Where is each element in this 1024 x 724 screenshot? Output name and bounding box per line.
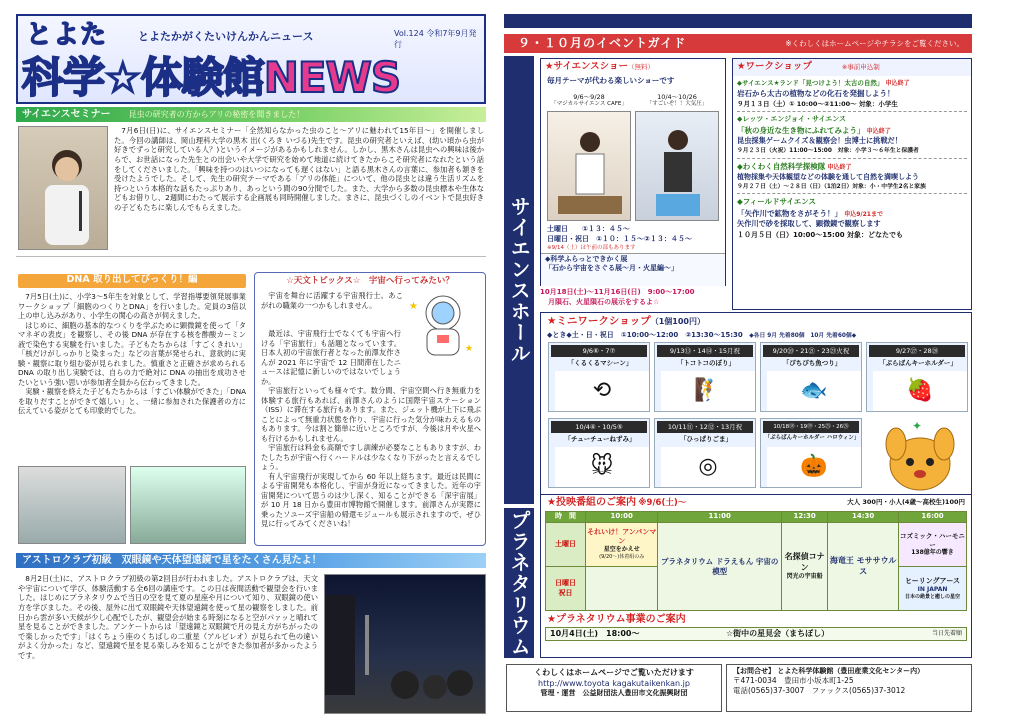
footer-url[interactable]: http://www.toyota kagakutaikenkan.jp <box>538 678 690 688</box>
workshop-3-label: ◆わくわく自然科学探検隊 <box>737 161 826 171</box>
keychain-icon: 🍓 <box>873 371 967 411</box>
seminar-band <box>16 107 486 122</box>
planetarium-head: ★投映番組のご案内 <box>547 497 636 508</box>
astro-band: アストロクラブ初級 双眼鏡や天体望遠鏡で星をたくさん見たよ！ <box>16 553 486 568</box>
presenter-icon <box>548 112 631 221</box>
workshop-4-tag: 申込9/21まで <box>844 210 883 218</box>
mascot-icon <box>872 416 968 500</box>
topics-text-b <box>261 329 481 544</box>
show-2-photo <box>635 111 719 221</box>
mini-card-4 <box>866 342 968 412</box>
mini-card-date: 10/11⑪・12⑫・13月祝 <box>657 421 753 433</box>
show-1-title: 「マジカルサイエンス CAFE」 <box>551 101 627 107</box>
mini-card-date: 9/20⑳・21㉑・23㉓火祝 <box>763 345 859 357</box>
anpanman-title: それいけ！アンパンマン <box>587 528 657 546</box>
masthead-title <box>22 50 400 104</box>
guide-title: ９・１０月のイベントガイド <box>518 36 687 50</box>
healing-title: ヒーリングアース <box>904 576 960 585</box>
cosmic-sub: 138億年の響き <box>911 549 954 557</box>
program-mosasaurus: 海竜王 モササウルス <box>828 523 899 611</box>
workshop-1-time: ９月１３日（土）① 10:00～②11:00～ 対象：小学生 <box>737 100 967 113</box>
mini-ws-schedule-note: ◆各日 9月 先着80個 10月 先着60個◆ <box>749 332 857 339</box>
col-1600: 16:00 <box>898 512 966 523</box>
healing-note: 日本の絶景と癒しの星空 <box>904 593 960 600</box>
workshop-2-time: ９月２３日（火祝）11:00～15:00 対象：小学３～６年生と保護者 <box>737 147 967 159</box>
mini-card-date: 9/6⑥・7⑦ <box>551 345 647 357</box>
science-show-head: ★サイエンスショー <box>545 61 628 72</box>
footer-contact <box>726 664 972 712</box>
planetarium-box <box>540 494 972 658</box>
dna-photo-2 <box>130 466 246 544</box>
workshop-3-body: 植物採集や天体観望などの体験を通して自然を満喫しよう <box>737 173 919 182</box>
planetarium-price: 大人 300円・小人(4歳～高校生)100円 <box>847 498 965 506</box>
workshop-4-time: １０月５日（日）10:00～15:00 対象：どなたでも <box>737 231 903 239</box>
mini-card-date: 9/27㉗・28㉘ <box>869 345 965 357</box>
seminar-title: サイエンスセミナー <box>22 109 111 120</box>
topics-paragraph-2: 最近は、宇宙飛行士でなくても宇宙へ行ける「宇宙旅行」も話題となっています。日本人初の宇宙旅行者となった前澤友作さんが 2021 年に宇宙で 12 日間滞在したニュースは記憶に新しいのではないでしょうか。 <box>261 329 401 386</box>
mouse-icon: 🐭 <box>555 447 649 487</box>
furatto-body: 月隕石、火星隕石の展示をするよ☆ <box>548 298 660 306</box>
program-anpanman <box>586 523 658 567</box>
topics-paragraph-4: 宇宙旅行は料金も高額ですし訓練が必要なこともありますが、わたしたちが宇宙へ行くハードルは少なくなり下がったと言えるでしょう。 <box>261 443 481 471</box>
dna-text <box>18 292 246 462</box>
footer-website <box>506 664 722 712</box>
mini-card-1 <box>548 342 650 412</box>
furatto-dates: 10月18日(土)～11月16日(日) 9:00～17:00 <box>540 288 695 296</box>
mini-card-5 <box>548 418 650 488</box>
row-saturday: 土曜日 <box>546 523 586 567</box>
svg-text:✦: ✦ <box>912 419 923 433</box>
show-1-date: 9/6～9/28 <box>573 93 605 101</box>
mini-card-name: 「チューチューねずみ」 <box>564 435 636 443</box>
guide-title-bar <box>504 34 972 53</box>
program-conan <box>781 523 827 611</box>
fish-icon: 🐟 <box>767 371 861 411</box>
dna-paragraph-2: はじめに、細胞の基本的なつくりを学ぶために顕微鏡を使って「タマネギの表皮」を観察し、その後 DNA が存在する核を酢酸カーミン液で染色する実験を行いました。子どもたちからは「すごくきれい」「核だけがしっかりと染まった」などの言葉が発せられ、意欲的に実験・観察に取り組む姿が見られました。慎重さと正確さが求められる DNA の取り出し実験では、自らの力で絶対に DNA の抽出を成功させたいという強い思いが参加者全員から伝わってきました。 <box>18 320 246 387</box>
title-part-kagaku: 科学 <box>22 53 105 102</box>
divider <box>16 256 486 257</box>
topics-head: ☆天文トピックス☆ 宇宙へ行ってみたい？ <box>286 276 454 286</box>
topics-paragraph-5: 有人宇宙飛行が実現してから 60 年以上経ちます。最近は民間による宇宙開発も本格化し、宇宙が身近になってきました。近年の宇宙開発について思うのは少し深く、知ることができる「深宇宙展」が 10 月 18 日から豊田市博物館で開催します。前澤さんが実際に乗ったソユーズ宇宙船の帰還モジュールも展示されますので、ぜひ見に行ってみてくださいね！ <box>261 471 481 528</box>
masthead-subtitle: とよたかがくたいけんかんニュース <box>138 30 314 43</box>
footer-management: 管理・運営 公益財団法人豊田市文化振興財団 <box>540 689 688 698</box>
astro-paragraph: 8月2日(土)に、アストロクラブ初級の第2回目が行われました。アストロクラブは、天文や宇宙について学び、体験活動する全6回の講座です。この日は夜間活動で観望会を行いました。はじめにプラネタリウムで当日の空を見て夏の星座や月について知り、双眼鏡の使い方を学びました。その後、屋外に出て双眼鏡や天体望遠鏡を使って星の観察をしました。前日から雲が多い天候が少し心配でしたが、観望会が始まる時刻になると空がパァッと晴れて星を見ることができました。アンケートからは「望遠鏡と双眼鏡で月の見え方がちがったので楽しかったです」「はくちょう座のくちばしの二重星（アルビレオ）が見られて色の違いがよく分かった」など、望遠鏡で星を見る楽しみを知ることができた参加者が多かったようです。 <box>18 574 318 660</box>
mini-card-name: 「ひっぱりごま」 <box>680 435 732 443</box>
program-doraemon: プラネタリウム ドラえもん 宇宙の模型 <box>658 523 782 611</box>
planetarium-tab: プラネタリウム <box>504 508 534 658</box>
speaker-photo-icon <box>19 127 108 250</box>
mini-card-name: 「ぴちぴち魚つり」 <box>782 359 842 367</box>
masthead <box>16 14 486 104</box>
presenter-icon <box>636 112 719 221</box>
science-hall-tab: サイエンスホール <box>504 56 534 504</box>
show-sun-time: 日曜日・祝日 ①１０：１５～②１３：４５～ <box>547 235 692 243</box>
night-sky-photo-icon <box>325 575 486 714</box>
mini-card-3 <box>760 342 862 412</box>
show-1-photo <box>547 111 631 221</box>
program-cosmic-harmony <box>898 523 966 567</box>
mini-ws-price: （1個100円） <box>650 317 705 326</box>
star-icon: ☆ <box>104 53 141 102</box>
workshop-2-body: 昆虫採集ゲームクイズ＆観察会！虫博士に挑戦だ！ <box>737 136 902 146</box>
dna-paragraph-3: 実験・観察を終えた子どもたちからは「すごい体験ができた」「DNA を取りだすことができて嬉しい」と、一緒に参加された保護者の方に伝えている姿がとても印象的でした。 <box>18 387 246 415</box>
event-name: ☆街中の星見会（まちぼし） <box>726 628 830 638</box>
show-sat-time: 土曜日 ①１３：４５～ <box>547 225 630 233</box>
top-strip <box>504 14 972 28</box>
show-note: ※9/14（土）は午前の部もあります <box>547 245 636 251</box>
spinning-machine-icon: ⟲ <box>555 371 649 411</box>
footer-tel: 電話(0565)37-3007 ファックス(0565)37-3012 <box>733 686 906 696</box>
workshop-4-title: 「矢作川で鉱物をさがそう！」 <box>737 208 842 218</box>
workshop-4-label: ◆フィールドサイエンス <box>737 197 816 207</box>
dna-paragraph-1: 7月5日(土)に、小学3～5年生を対象として、学習指導要領発展事業ワークショップ「細胞のつくりとDNA」を行いました。定員の3倍以上の申し込みがあり、小学生の関心の高さが伺えました。 <box>18 292 246 320</box>
workshop-reserve: ※事前申込制 <box>841 63 880 71</box>
seminar-subtitle: 昆虫の研究者の方からアリの秘密を聞きました！ <box>128 110 305 119</box>
workshop-1-label: ◆サイエンス★ランド「見つけよう！太古の自然」 <box>737 78 884 87</box>
svg-text:★: ★ <box>409 301 418 312</box>
footer-contact-head: 【お問合せ】 とよた科学体験館（豊田産業文化センター内） <box>733 667 925 675</box>
climber-icon: 🧗 <box>661 371 755 411</box>
workshop-2-tag: 申込終了 <box>866 127 891 135</box>
seminar-paragraph: 7月6日(日)に、サイエンスセミナー「全然知らなかった虫のこと～アリに魅われて15年目～」を開催しました。今回の講師は、岡山理科大学の黒木 出(くろき いづる)先生です。昆虫の研究者といえば、(幼い頃から虫が好きでずっと研究している人？)というイメージがあるかもしれません。しかし、黒木さんは昆虫への興味は後からで、お世話になった先生との出会いや大学で研究を始めて地道に続けてきたからこそ研究者になれたという話をしてくださいました。「興味を持つのはいつになっても遅くはない」と語る黒木さんの言葉に、参加者も頷きを受けたようでした。そして、先生の研究テーマである「アリの体能」について、他の昆虫とは違う生活リズムを持つという本格的な話もたっぷりあり、あっという間の90分間でした。また、大学から多数の昆虫標本や生体などもお借りし、2週間にわたって展示する企画展も同時開催しました。まさに、昆虫づくしのイベントで昆虫好きの子どもたちに楽しんでもらえました。 <box>114 126 484 212</box>
workshop-2-label: ◆レッツ・エンジョイ・サイエンス <box>737 115 847 124</box>
title-part-taikenkan: 体験館 <box>140 53 264 102</box>
row-sunday-holiday: 日曜日 祝日 <box>546 567 586 611</box>
event-date: 10月4日(土) <box>550 628 599 638</box>
mini-card-date: 10/18⑱・19⑲・25㉕・26㉖ <box>763 421 859 433</box>
science-show-lead: 毎月テーマが代わる楽しいショーです <box>547 75 675 85</box>
mini-card-name: 「トコトコのぼり」 <box>677 359 735 367</box>
workshop-4-body: 矢作川で砂を採取して、顕微鏡で観察します <box>737 219 881 229</box>
pumpkin-icon: 🎃 <box>767 447 861 487</box>
show-2-date: 10/4～10/26 <box>657 93 697 101</box>
dna-photo-1 <box>18 466 126 544</box>
conan-sub: 閃光の宇宙船 <box>786 573 823 581</box>
mini-card-date: 9/13⑬・14⑭・15月祝 <box>657 345 753 357</box>
mini-card-7 <box>760 418 862 488</box>
show-2-title: 「すごいぞ！！大気圧」 <box>646 101 708 107</box>
col-1000: 10:00 <box>586 512 658 523</box>
mini-card-name: 「ぷらばんキーホルダー ハロウィン」 <box>764 435 860 441</box>
seminar-photo <box>18 126 108 250</box>
svg-text:★: ★ <box>465 344 474 354</box>
spinning-top-icon: ◎ <box>661 447 755 487</box>
workshop-head: ★ワークショップ <box>737 61 812 72</box>
mini-card-name: 「ぷらばんキーホルダー」 <box>879 359 957 367</box>
masthead-volume: Vol.124 令和7年9月発行 <box>394 29 477 49</box>
astro-photo <box>324 574 486 714</box>
mini-card-name: 「くるくるマシーン」 <box>567 359 633 367</box>
masthead-small-title: とよた <box>26 20 108 50</box>
workshop-2-title: 「秋の身近な生き物にふれてみよう」 <box>737 125 865 135</box>
workshop-3-tag: 申込終了 <box>827 163 852 171</box>
col-1430: 14:30 <box>828 512 899 523</box>
workshop-1-body: 岩石から太古の植物などの化石を発掘しよう！ <box>737 89 895 99</box>
event-time: 18:00～ <box>606 628 640 638</box>
col-1230: 12:30 <box>781 512 827 523</box>
topics-paragraph-1: 宇宙を舞台に活躍する宇宙飛行士。あこがれの職業の一つかもしれません。 <box>261 291 403 310</box>
anpanman-note: (9/20～)休着組のみ <box>599 554 645 561</box>
planetarium-schedule <box>545 511 967 611</box>
planetarium-head-date: ※9/6(土)～ <box>638 498 687 508</box>
col-time: 時 間 <box>546 512 586 523</box>
col-1100: 11:00 <box>658 512 782 523</box>
footer-line1: くわしくはホームページでご覧いただけます <box>534 668 694 677</box>
furatto-title: 「石から宇宙をさぐる展～月・火星編～」 <box>545 264 678 273</box>
topics-box <box>254 272 486 546</box>
guide-note: ※くわしくはホームページやチラシをご覧ください。 <box>785 39 964 48</box>
event-note: 当日先着順 <box>931 630 962 638</box>
footer-address: 〒471-0034 豊田市小坂本町1-25 <box>733 676 854 686</box>
science-show-box <box>540 58 726 286</box>
topics-paragraph-3: 宇宙旅行といっても様々です。数分間、宇宙空間へ行き無重力を体験する旅行もあれば、前澤さんのように国際宇宙ステーション（ISS）に滞在する旅行もあります。また、ジェット機が上下に飛ぶことによって無重力状態を作り、宇宙に行った気分が味わえるものもあります。今は割と簡単に近いところですが、今後は月や火星へも行けるかもしれません。 <box>261 386 481 443</box>
planetarium-event-head: ★プラネタリウム事業のご案内 <box>547 614 686 625</box>
seminar-text <box>114 126 484 252</box>
cosmic-title: コズミック・ハーモニー <box>900 531 965 549</box>
mini-ws-head: ★ミニワークショップ <box>547 315 651 327</box>
conan-title: 名探偵コナン <box>784 552 825 572</box>
workshop-box <box>732 58 972 310</box>
program-empty <box>586 567 658 611</box>
title-part-news: NEWS <box>263 53 401 102</box>
mini-card-2 <box>654 342 756 412</box>
workshop-1-tag: 申込終了 <box>885 79 910 87</box>
dna-head: DNA 取り出してびっくり！編 <box>18 274 246 288</box>
healing-sub: IN JAPAN <box>917 585 948 593</box>
furatto-head: ◆科学ふらっとできかく展 <box>545 255 628 263</box>
planetarium-event-row <box>545 627 967 641</box>
program-healing-earth <box>898 567 966 611</box>
workshop-3-time: ９月２７日（土）～２８日（日）（1泊2日）対象：小・中学生2名と家族 <box>737 183 967 195</box>
science-show-free: （無料） <box>628 63 654 71</box>
mini-card-date: 10/4④・10/5⑤ <box>551 421 647 433</box>
astro-text <box>18 574 318 714</box>
mini-card-6 <box>654 418 756 488</box>
mini-ws-schedule: ◆とき◆土・日・祝日 ①10:00～12:00 ②13:30～15:30 <box>547 330 743 339</box>
furatto-box <box>541 253 725 286</box>
anpanman-sub: 星空をかえせ <box>603 546 640 554</box>
